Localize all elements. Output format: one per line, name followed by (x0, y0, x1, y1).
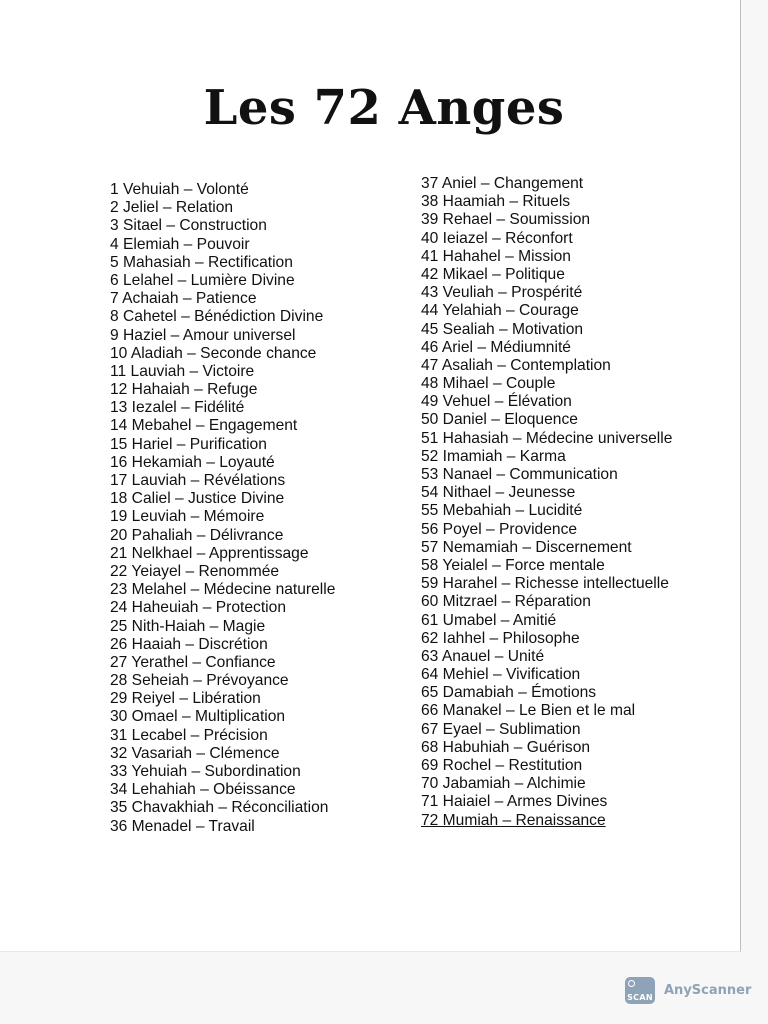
angel-entry (110, 818, 335, 836)
angel-entry-text: 52 Imamiah – Karma (421, 447, 566, 465)
angel-entry (421, 702, 672, 720)
angel-entry (110, 272, 335, 290)
angel-entry-text: 26 Haaiah – Discrétion (110, 635, 268, 653)
angel-entry-text: 13 Iezalel – Fidélité (110, 399, 245, 417)
angel-entry (110, 363, 335, 381)
angel-entry (110, 217, 335, 235)
angel-entry-text: 60 Mitzrael – Réparation (421, 593, 591, 611)
angel-entry-text: 9 Haziel – Amour universel (110, 326, 296, 344)
angel-entry (421, 502, 672, 520)
angel-entry-text: 63 Anauel – Unité (421, 647, 545, 665)
angel-entry-text: 51 Hahasiah – Médecine universelle (421, 429, 673, 447)
angel-entry (421, 539, 672, 557)
angel-entry (110, 327, 335, 345)
angel-entry (110, 545, 335, 563)
angel-entry-text: 24 Haheuiah – Protection (110, 599, 286, 617)
angel-entry (110, 236, 335, 254)
angel-entry-text: 23 Melahel – Médecine naturelle (110, 581, 336, 599)
angel-entry (110, 727, 335, 745)
angel-entry (421, 739, 672, 757)
angel-entry-text: 6 Lelahel – Lumière Divine (110, 271, 295, 289)
angel-entry-text: 15 Hariel – Purification (110, 435, 267, 453)
angel-entry-text: 62 Iahhel – Philosophe (421, 629, 580, 647)
angel-entry (421, 430, 672, 448)
angel-entry (110, 417, 335, 435)
angel-entry (421, 466, 672, 484)
angel-entry (110, 745, 335, 763)
angel-entry (421, 757, 672, 775)
angel-entry (110, 690, 335, 708)
angel-entry (110, 436, 335, 454)
page-title: Les 72 Anges (203, 80, 565, 136)
angel-entry (110, 454, 335, 472)
angel-entry-text: 8 Cahetel – Bénédiction Divine (110, 308, 324, 326)
angel-entry-text: 58 Yeialel – Force mentale (421, 556, 605, 574)
angel-entry (110, 708, 335, 726)
angel-entry-text: 68 Habuhiah – Guérison (421, 738, 591, 756)
angel-entry (421, 411, 672, 429)
angel-entry (110, 581, 335, 599)
angels-list-right (421, 175, 672, 830)
angel-entry (110, 618, 335, 636)
angel-entry-text: 17 Lauviah – Révélations (110, 472, 286, 489)
scan-icon-text: SCAN (627, 992, 653, 1002)
angel-entry-text: 69 Rochel – Restitution (421, 757, 583, 774)
angel-entry-text: 30 Omael – Multiplication (110, 708, 286, 726)
scan-icon (625, 977, 655, 1004)
angel-entry-text: 47 Asaliah – Contemplation (421, 356, 611, 374)
angel-entry-text: 53 Nanael – Communication (421, 466, 618, 483)
angel-entry-text: 7 Achaiah – Patience (110, 290, 257, 308)
angel-entry-text: 16 Hekamiah – Loyauté (110, 453, 275, 471)
angel-entry (421, 612, 672, 630)
angel-entry (110, 654, 335, 672)
angel-entry-text: 59 Harahel – Richesse intellectuelle (421, 575, 669, 593)
angel-entry-text: 19 Leuviah – Mémoire (110, 508, 265, 526)
angel-entry-text: 43 Veuliah – Prospérité (421, 284, 583, 302)
angel-entry (421, 812, 672, 830)
angel-entry (421, 593, 672, 611)
angel-entry-text: 5 Mahasiah – Rectification (110, 253, 293, 271)
angel-entry-text: 44 Yelahiah – Courage (421, 302, 579, 320)
angel-entry-text: 34 Lehahiah – Obéissance (110, 781, 296, 799)
angel-entry (421, 775, 672, 793)
angel-entry (421, 521, 672, 539)
angel-entry (421, 557, 672, 575)
angel-entry (110, 290, 335, 308)
angel-entry (110, 472, 335, 490)
angel-entry (110, 490, 335, 508)
angel-entry (110, 254, 335, 272)
angel-entry-text: 50 Daniel – Eloquence (421, 411, 578, 429)
angel-entry-text: 71 Haiaiel – Armes Divines (421, 793, 608, 811)
angel-entry (421, 248, 672, 266)
angel-entry (421, 375, 672, 393)
angel-entry (421, 193, 672, 211)
angel-entry-text: 14 Mebahel – Engagement (110, 417, 298, 435)
angel-entry (421, 339, 672, 357)
angel-entry-text: 40 Ieiazel – Réconfort (421, 229, 573, 247)
angel-entry-text: 2 Jeliel – Relation (110, 199, 234, 217)
angel-entry-text: 55 Mebahiah – Lucidité (421, 502, 583, 520)
angel-entry (421, 230, 672, 248)
angel-entry (421, 630, 672, 648)
angel-entry-text: 45 Sealiah – Motivation (421, 320, 584, 338)
angel-entry (421, 175, 672, 193)
angel-entry-text: 38 Haamiah – Rituels (421, 193, 571, 211)
angel-entry-text: 35 Chavakhiah – Réconciliation (110, 799, 329, 817)
angel-entry-text: 66 Manakel – Le Bien et le mal (421, 702, 636, 720)
angel-entry (110, 563, 335, 581)
angel-entry-text: 29 Reiyel – Libération (110, 690, 261, 708)
angel-entry-text: 49 Vehuel – Élévation (421, 393, 572, 411)
angels-list-left (110, 181, 335, 836)
angel-entry-text: 42 Mikael – Politique (421, 265, 565, 283)
angel-entry (110, 181, 335, 199)
angel-entry-text: 36 Menadel – Travail (110, 817, 255, 835)
angel-entry-text: 27 Yerathel – Confiance (110, 653, 276, 671)
angel-entry-text: 70 Jabamiah – Alchimie (421, 775, 586, 793)
angel-entry (421, 448, 672, 466)
angel-entry (110, 381, 335, 399)
angel-entry-text: 46 Ariel – Médiumnité (421, 338, 571, 356)
angel-entry (110, 527, 335, 545)
angel-entry-text: 32 Vasariah – Clémence (110, 744, 280, 762)
angel-entry-text: 33 Yehuiah – Subordination (110, 763, 301, 780)
angel-entry-text: 48 Mihael – Couple (421, 375, 556, 393)
angel-entry (110, 199, 335, 217)
angel-entry (110, 308, 335, 326)
angel-entry-text: 21 Nelkhael – Apprentissage (110, 544, 309, 562)
angel-entry (421, 648, 672, 666)
angel-entry (421, 684, 672, 702)
angel-entry-text: 22 Yeiayel – Renommée (110, 562, 280, 580)
angel-entry-text: 25 Nith-Haiah – Magie (110, 617, 266, 635)
angel-entry-text: 64 Mehiel – Vivification (421, 666, 581, 684)
angel-entry (421, 721, 672, 739)
scanner-brand: AnyScanner (664, 982, 752, 998)
angel-entry (110, 345, 335, 363)
angel-entry (110, 672, 335, 690)
angel-entry (110, 799, 335, 817)
angel-entry (110, 781, 335, 799)
angel-entry-text: 3 Sitael – Construction (110, 217, 267, 235)
angel-entry-text: 54 Nithael – Jeunesse (421, 484, 576, 502)
angel-entry-text: 72 Mumiah – Renaissance (421, 811, 606, 829)
angel-entry (110, 599, 335, 617)
angel-entry-text: 39 Rehael – Soumission (421, 211, 591, 229)
angel-entry-text: 10 Aladiah – Seconde chance (110, 344, 317, 362)
anyscanner-watermark (625, 976, 751, 1004)
angel-entry (421, 575, 672, 593)
angel-entry-text: 20 Pahaliah – Délivrance (110, 526, 284, 544)
angel-entry (110, 508, 335, 526)
angel-entry-text: 37 Aniel – Changement (421, 175, 584, 192)
angel-entry (421, 357, 672, 375)
angel-entry (421, 302, 672, 320)
angel-entry (421, 793, 672, 811)
angel-entry (421, 393, 672, 411)
angel-entry (110, 763, 335, 781)
angel-entry-text: 56 Poyel – Providence (421, 520, 578, 538)
angel-entry-text: 18 Caliel – Justice Divine (110, 490, 285, 508)
angel-entry-text: 41 Hahahel – Mission (421, 247, 571, 265)
angel-entry (421, 211, 672, 229)
angel-entry-text: 1 Vehuiah – Volonté (110, 181, 249, 198)
angel-entry-text: 57 Nemamiah – Discernement (421, 538, 632, 556)
angel-entry (421, 321, 672, 339)
angel-entry-text: 61 Umabel – Amitié (421, 611, 557, 629)
angel-entry-text: 67 Eyael – Sublimation (421, 720, 581, 738)
angel-entry (421, 266, 672, 284)
angel-entry-text: 65 Damabiah – Émotions (421, 684, 597, 702)
angel-entry-text: 28 Seheiah – Prévoyance (110, 672, 289, 690)
angel-entry (421, 284, 672, 302)
angel-entry-text: 31 Lecabel – Précision (110, 726, 268, 744)
angel-entry (110, 636, 335, 654)
angel-entry-text: 4 Elemiah – Pouvoir (110, 235, 250, 253)
angel-entry (110, 399, 335, 417)
angel-entry (421, 484, 672, 502)
angel-entry (421, 666, 672, 684)
angel-entry-text: 11 Lauviah – Victoire (110, 362, 255, 380)
angel-entry-text: 12 Hahaiah – Refuge (110, 381, 258, 399)
